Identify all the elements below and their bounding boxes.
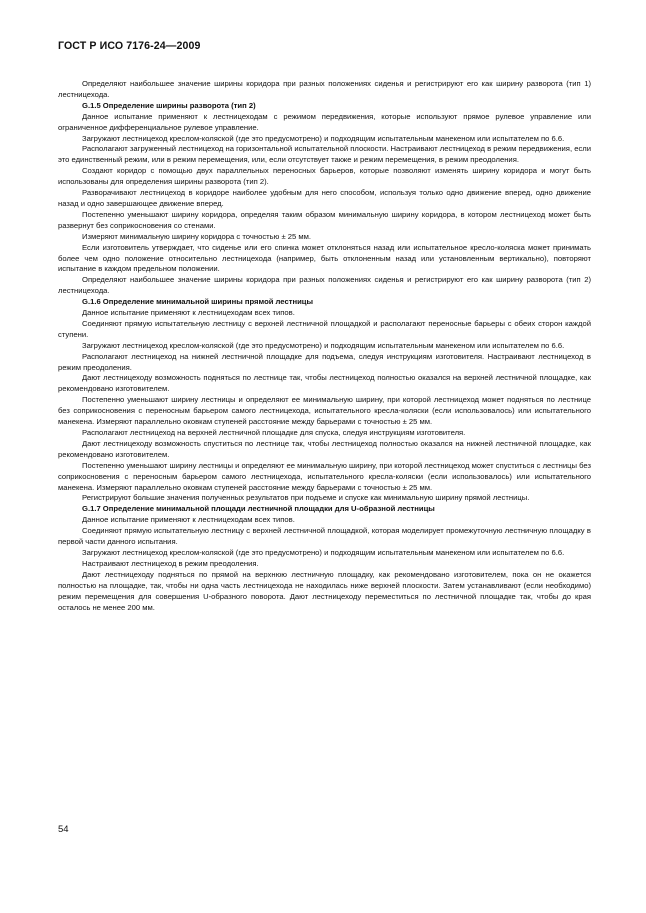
paragraph: Загружают лестницеход креслом-коляской (где это предусмотрено) и подходящим испытательным манекеном или испытателем по 6.6. [82, 340, 565, 350]
paragraph: Дают лестницеходу возможность спуститься по лестнице так, чтобы лестницеход полностью оказался на нижней лестничной площадке, как рекомендовано изготовителем. [58, 438, 591, 459]
section-heading: G.1.5 Определение ширины разворота (тип 2) [82, 100, 256, 110]
paragraph: Загружают лестницеход креслом-коляской (где это предусмотрено) и подходящим испытательным манекеном или испытателем по 6.6. [82, 133, 565, 143]
paragraph: Загружают лестницеход креслом-коляской (где это предусмотрено) и подходящим испытательным манекеном или испытателем по 6.6. [82, 547, 565, 557]
paragraph: Располагают загруженный лестницеход на горизонтальной испытательной плоскости. Настраивают лестницеход в режим передвижения, если это единственный режим, или в режим перемещения, или, если отсутствует также и режим перемещения, в режим преодоления. [58, 144, 591, 165]
paragraph: Регистрируют большие значения полученных результатов при подъеме и спуске как минимальную ширину прямой лестницы. [82, 493, 530, 503]
paragraph: Разворачивают лестницеход в коридоре наиболее удобным для него способом, используя только одно движение вперед, одно движение назад и одно завершающее движение вперед. [58, 188, 591, 208]
paragraph: Располагают лестницеход на верхней лестничной площадке для спуска, следуя инструкциям изготовителя. [82, 428, 466, 437]
paragraph: Создают коридор с помощью двух параллельных переносных барьеров, которые позволяют изменять ширину коридора и могут быть использованы для определения ширины разворота (тип 2). [58, 166, 591, 187]
paragraph: Соединяют прямую испытательную лестницу с верхней лестничной площадкой, которая моделирует промежуточную лестничную площадку в первой части данного испытания. [58, 526, 591, 547]
paragraph: Располагают лестницеход на нижней лестничной площадке для подъема, следуя инструкциям изготовителя. Настраивают лестницеход в режим преодоления. [58, 351, 591, 372]
paragraph: Данное испытание применяют к лестницеходам с режимом передвижения, которые используют прямое рулевое управление или ограниченное дифференциальное рулевое управление. [58, 111, 591, 132]
paragraph: Дают лестницеходу подняться по прямой на верхнюю лестничную площадку, как рекомендовано изготовителем, пока он не окажется полностью на площадке, так, чтобы ни одна часть лестницехода не находилась ниже верхней плоскости. Затем устанавливают (если необходимо) режим перемещения для совершения U-образного поворота. Дают лестницеходу переместиться по лестничной площадке так, чтобы до края осталось не менее 200 мм. [58, 569, 591, 612]
paragraph: Данное испытание применяют к лестницеходам всех типов. [82, 308, 295, 318]
document-header: ГОСТ Р ИСО 7176-24—2009 [58, 40, 201, 52]
paragraph: Определяют наибольшее значение ширины коридора при разных положениях сиденья и регистрируют его как ширину разворота (тип 1) лестницехода. [58, 79, 591, 99]
paragraph: Определяют наибольшее значение ширины коридора при разных положениях сиденья и регистрируют его как ширину разворота (тип 2) лестницехода. [58, 275, 591, 296]
paragraph: Данное испытание применяют к лестницеходам всех типов. [82, 515, 295, 525]
paragraph: Соединяют прямую испытательную лестницу с верхней лестничной площадкой и располагают переносные барьеры с обеих сторон каждой ступени. [58, 318, 591, 339]
paragraph: Постепенно уменьшают ширину лестницы и определяют ее минимальную ширину, при которой лестницеход может подняться по лестнице без соприкосновения с переносным барьером самого лестницехода, испытательного кресла-коляски (если использовалось) или испытательного манекена. Измеряют параллельно оковкам ступеней расстояние между барьерами с точностью ± 25 мм. [58, 395, 591, 427]
paragraph: Настраивают лестницеход в режим преодоления. [82, 558, 259, 568]
page-number: 54 [58, 824, 69, 835]
paragraph: Дают лестницеходу возможность подняться по лестнице так, чтобы лестницеход полностью оказался на верхней лестничной площадке, как рекомендовано изготовителем. [58, 373, 591, 394]
document-body [58, 79, 591, 613]
paragraph: Если изготовитель утверждает, что сиденье или его спинка может отклоняться назад или испытательное кресло-коляска может принимать более чем одно положение относительно лестницехода (например, быть отклоненным назад или установленным вертикально), повторяют испытание в каждом предельном положении. [58, 242, 591, 274]
section-heading: G.1.7 Определение минимальной площади лестничной площадки для U-образной лестницы [82, 504, 435, 514]
paragraph: Измеряют минимальную ширину коридора с точностью ± 25 мм. [82, 231, 312, 241]
paragraph: Постепенно уменьшают ширину лестницы и определяют ее минимальную ширину, при которой лестницеход может спуститься с лестницы без соприкосновения с переносным барьером самого лестницехода, испытательного кресла-коляски (если использовалось) или испытательного манекена. Измеряют параллельно оковкам ступеней расстояние между барьерами с точностью ± 25 мм. [58, 460, 591, 492]
section-heading: G.1.6 Определение минимальной ширины прямой лестницы [82, 297, 313, 307]
paragraph: Постепенно уменьшают ширину коридора, определяя таким образом минимальную ширину коридора, в котором лестницеход может быть развернут без соприкосновения со стенами. [58, 209, 591, 230]
